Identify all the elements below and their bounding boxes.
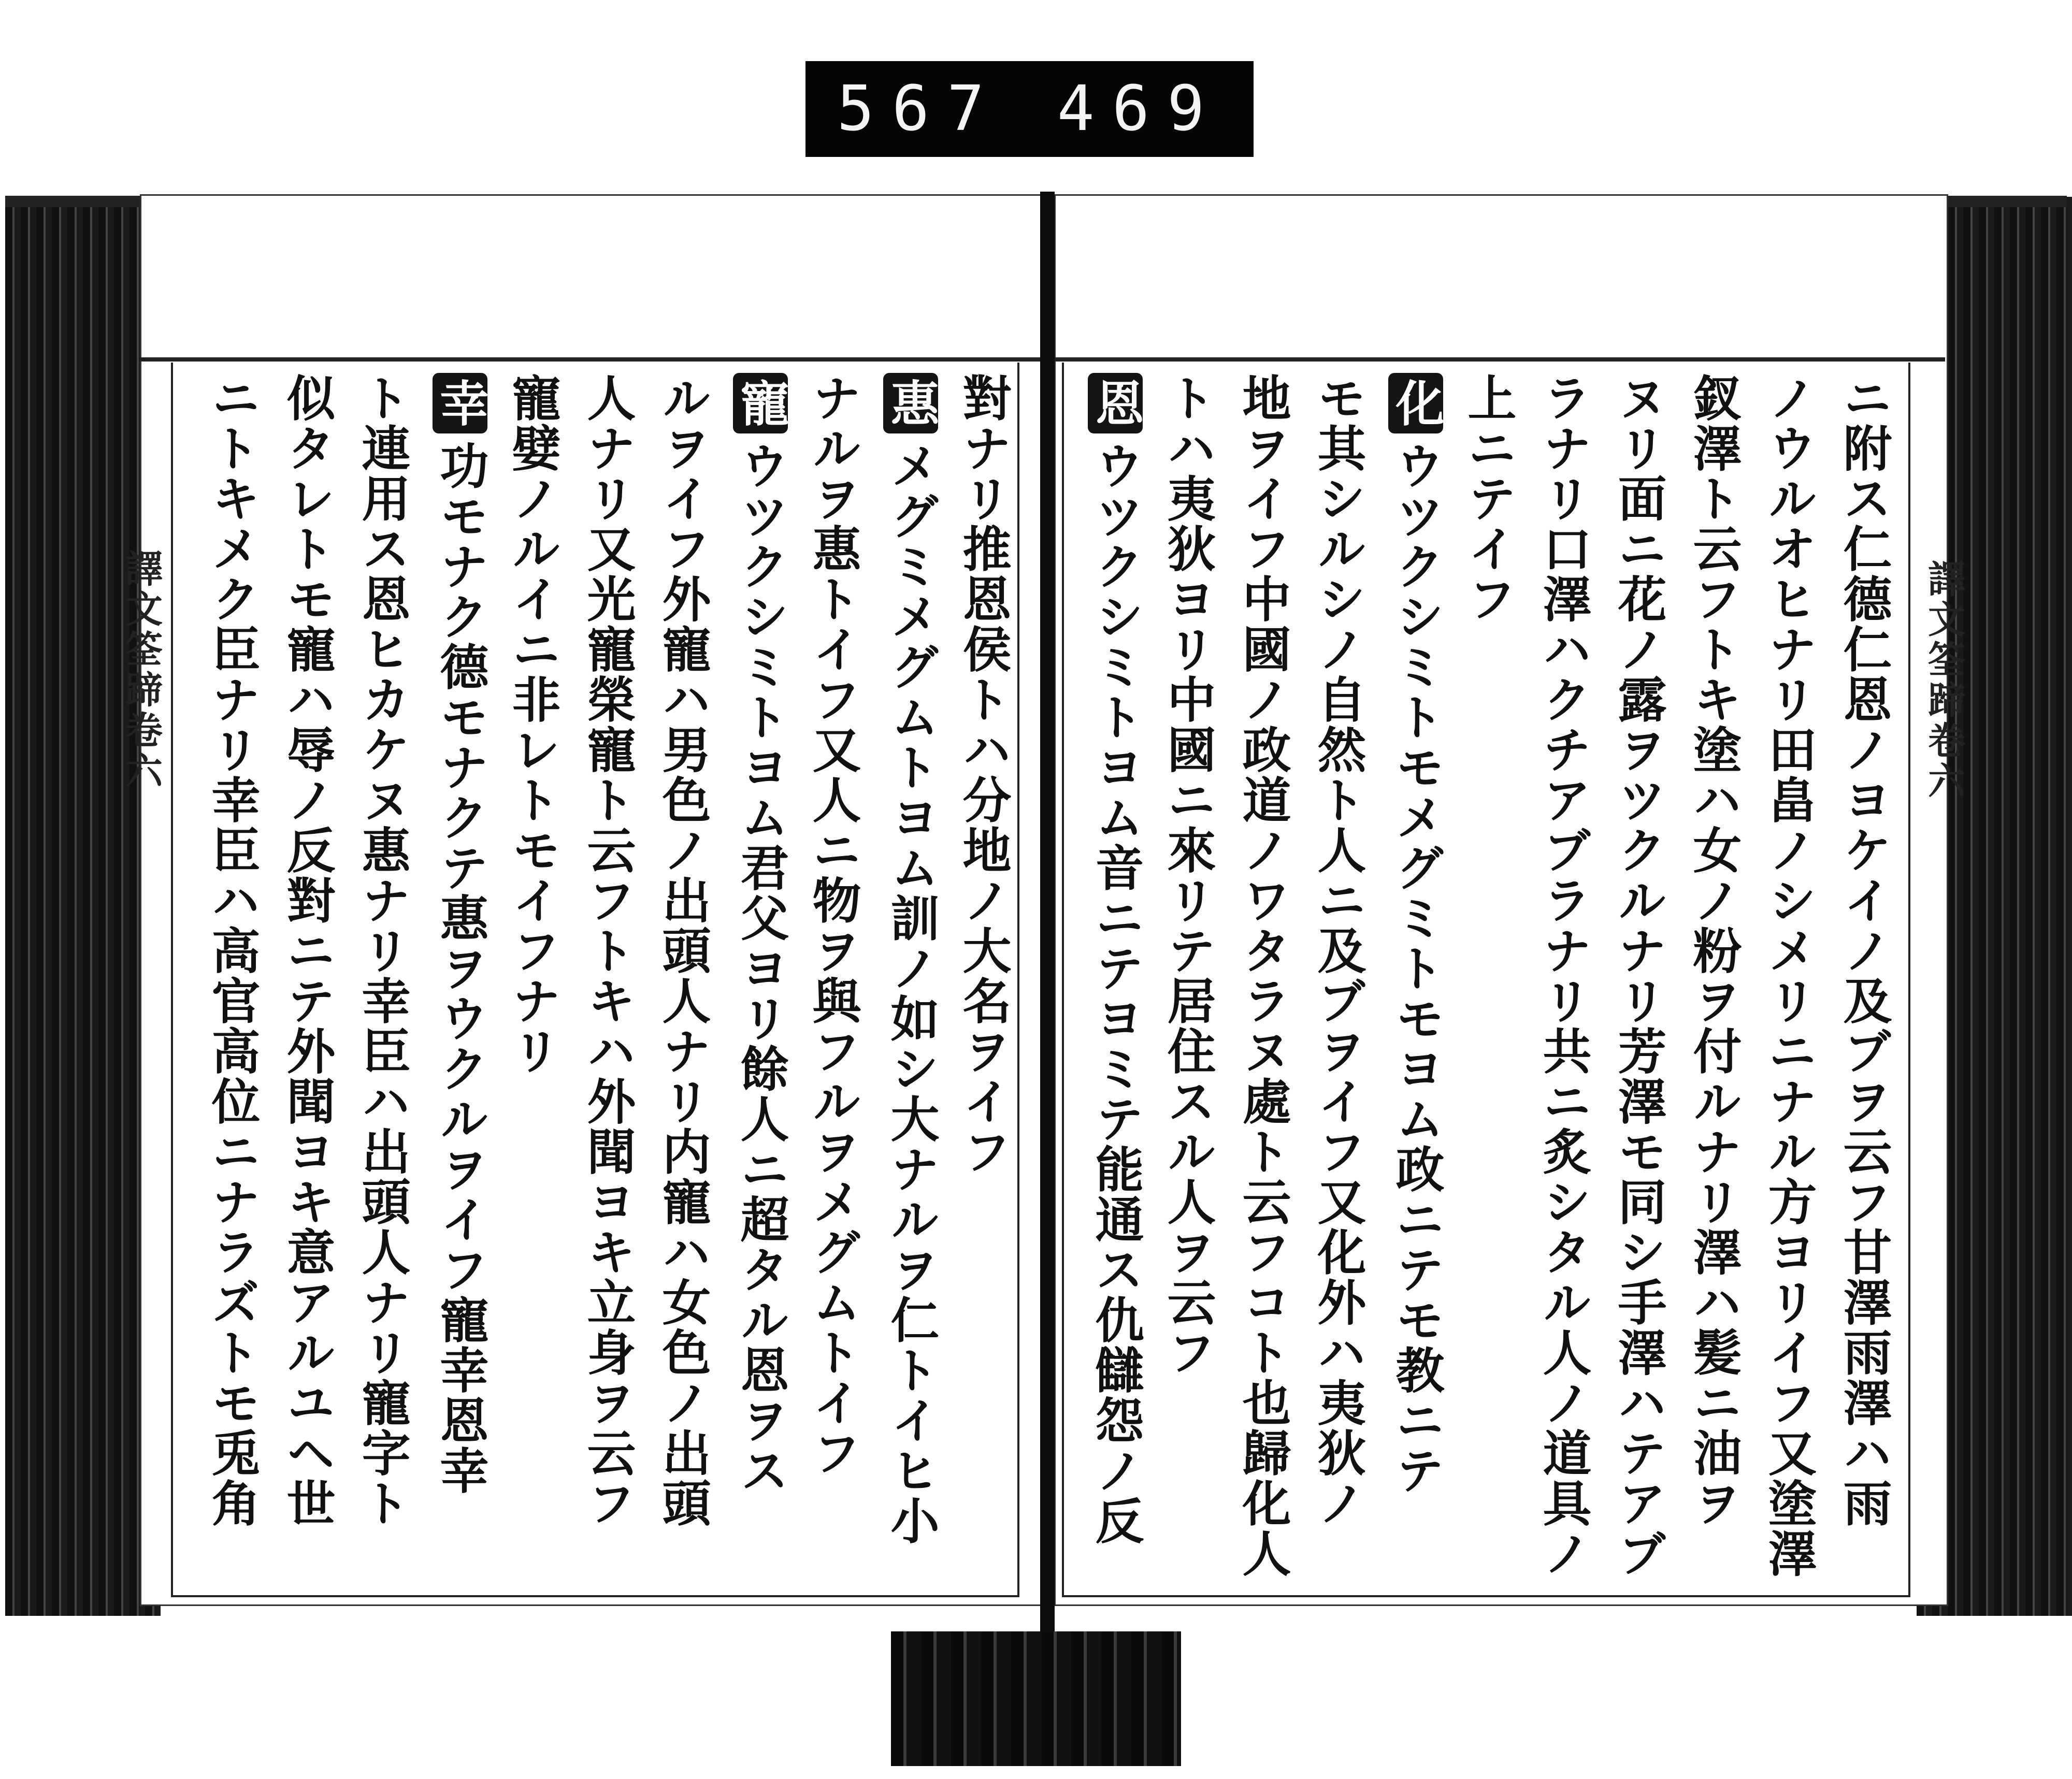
headword-marker: 惠 bbox=[883, 373, 938, 433]
text-column bbox=[503, 373, 560, 1076]
text-column bbox=[1835, 373, 1892, 1528]
right-page-rule bbox=[1054, 357, 1945, 361]
column-text: 對ナリ推恩侯トハ分地ノ大名ヲイフ bbox=[954, 373, 1011, 1177]
text-column bbox=[1088, 373, 1143, 1546]
text-column bbox=[353, 373, 410, 1528]
book-cover-left bbox=[5, 197, 161, 1616]
left-margin-title: 譯文筌蹄卷六 bbox=[119, 549, 163, 791]
text-column bbox=[1685, 373, 1742, 1528]
column-text: 似タレトモ寵ハ辱ノ反對ニテ外聞ヨキ意アルユヘ世 bbox=[278, 373, 335, 1528]
column-text: トハ夷狄ヨリ中國ニ來リテ居住スル人ヲ云フ bbox=[1159, 373, 1216, 1378]
headword-marker: 幸 bbox=[433, 373, 487, 433]
book-gutter bbox=[1040, 192, 1055, 1637]
text-column bbox=[1760, 373, 1817, 1579]
text-column bbox=[654, 373, 711, 1528]
column-text: ウツクシミトヨム音ニテヨミテ能通ス仇讎怨ノ反 bbox=[1087, 441, 1144, 1546]
column-text: 上ニテイフ bbox=[1459, 373, 1516, 624]
text-column bbox=[1388, 373, 1443, 1496]
headword-marker: 寵 bbox=[733, 373, 788, 433]
catalog-number-label bbox=[805, 61, 1254, 157]
text-column bbox=[733, 373, 788, 1496]
column-text: モ其シルシノ自然ト人ニ及ブヲイフ又化外ハ夷狄ノ bbox=[1309, 373, 1366, 1528]
headword-marker: 化 bbox=[1388, 373, 1443, 433]
column-text: 地ヲイフ中國ノ政道ノワタラヌ處ト云フコト也歸化人 bbox=[1234, 373, 1291, 1579]
text-column bbox=[1309, 373, 1366, 1528]
text-column bbox=[579, 373, 636, 1528]
column-text: 人ナリ又光寵榮寵ト云フトキハ外聞ヨキ立身ヲ云フ bbox=[579, 373, 636, 1528]
text-column bbox=[1234, 373, 1291, 1579]
text-column bbox=[804, 373, 861, 1478]
text-column bbox=[954, 373, 1011, 1177]
text-column bbox=[1609, 373, 1666, 1579]
column-text: 釵澤ト云フトキ塗ハ女ノ粉ヲ付ルナリ澤ハ髪ニ油ヲ bbox=[1685, 373, 1742, 1528]
column-text: ヌリ面ニ花ノ露ヲツクルナリ芳澤モ同シ手澤ハテアブ bbox=[1609, 373, 1666, 1579]
column-text: ルヲイフ外寵ハ男色ノ出頭人ナリ内寵ハ女色ノ出頭 bbox=[654, 373, 711, 1528]
text-column bbox=[278, 373, 335, 1528]
column-text: ウツクシミトモメグミトモヨム政ニテモ教ニテ bbox=[1387, 441, 1444, 1496]
book-spine-bottom bbox=[891, 1631, 1181, 1766]
column-text: ウツクシミトヨム君父ヨリ餘人ニ超タル恩ヲス bbox=[732, 441, 789, 1496]
column-text: 功モナク德モナクテ惠ヲウクルヲイフ寵幸恩幸 bbox=[431, 441, 488, 1496]
column-text: ラナリ口澤ハクチアブラナリ共ニ炙シタル人ノ道具ノ bbox=[1534, 373, 1591, 1579]
column-text: ノウルオヒナリ田畠ノシメリニナル方ヨリイフ又塗澤 bbox=[1760, 373, 1817, 1579]
text-column bbox=[1459, 373, 1516, 624]
right-margin-title: 譯文筌蹄卷六 bbox=[1922, 559, 1966, 802]
column-text: ト連用ス恩ヒカケヌ惠ナリ幸臣ハ出頭人ナリ寵字ト bbox=[353, 373, 410, 1528]
column-text: ニトキメク臣ナリ幸臣ハ高官高位ニナラズトモ兎角 bbox=[203, 373, 260, 1528]
text-column bbox=[883, 373, 938, 1546]
text-column bbox=[433, 373, 487, 1496]
column-text: メグミメグムトヨム訓ノ如シ大ナルヲ仁トイヒ小 bbox=[882, 441, 939, 1546]
column-text: ナルヲ惠トイフ又人ニ物ヲ與フルヲメグムトイフ bbox=[804, 373, 861, 1478]
column-text: 寵嬖ノルイニ非レトモイフナリ bbox=[503, 373, 560, 1076]
headword-marker: 恩 bbox=[1088, 373, 1143, 433]
left-page-rule bbox=[140, 357, 1041, 361]
text-column bbox=[1534, 373, 1591, 1579]
column-text: ニ附ス仁德仁恩ノヨケイノ及ブヲ云フ甘澤雨澤ハ雨 bbox=[1835, 373, 1892, 1528]
catalog-number: 567 469 bbox=[837, 73, 1222, 145]
text-column bbox=[1159, 373, 1216, 1378]
text-column bbox=[203, 373, 260, 1528]
